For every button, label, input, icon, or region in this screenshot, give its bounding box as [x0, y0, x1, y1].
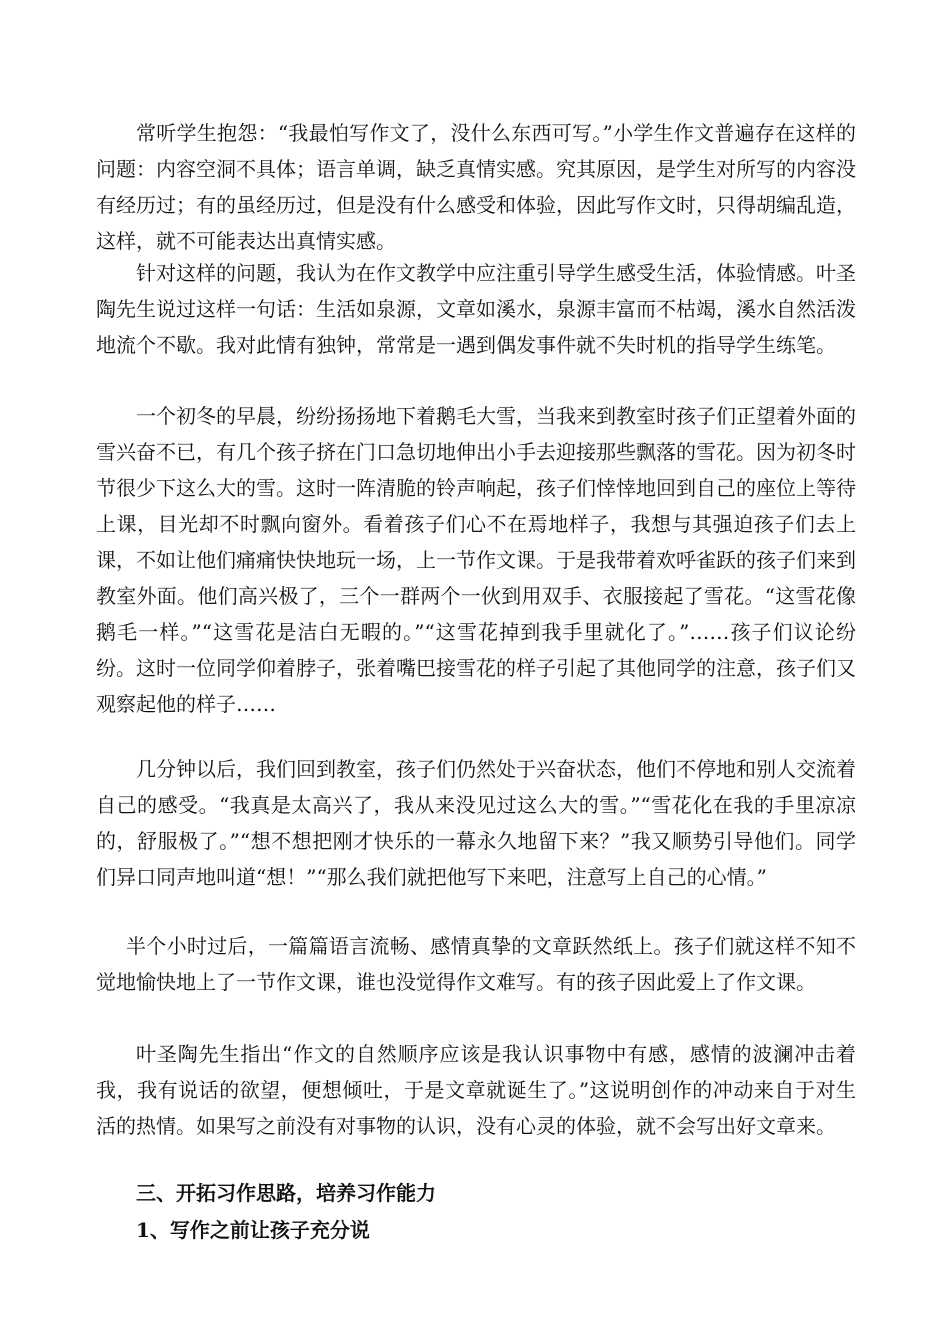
- paragraph-5: 半个小时过后，一篇篇语言流畅、感情真挚的文章跃然纸上。孩子们就这样不知不觉地愉快地上了一节作文课，谁也没觉得作文难写。有的孩子因此爱上了作文课。: [96, 934, 856, 994]
- section-heading: 三、开拓习作思路，培养习作能力: [136, 1181, 436, 1205]
- paragraph-1: 常听学生抱怨：“我最怕写作文了，没什么东西可写。”小学生作文普遍存在这样的问题：内容空洞不具体；语言单调，缺乏真情实感。究其原因，是学生对所写的内容没有经历过；有的虽经历过，但是没有什么感受和体验，因此写作文时，只得胡编乱造，这样，就不可能表达出真情实感。: [96, 121, 856, 253]
- subsection-heading: 1、写作之前让孩子充分说: [136, 1218, 370, 1242]
- paragraph-4: 几分钟以后，我们回到教室，孩子们仍然处于兴奋状态，他们不停地和别人交流着自己的感受。“我真是太高兴了，我从来没见过这么大的雪。”“雪花化在我的手里凉凉的，舒服极了。”“想不想把刚才快乐的一幕永久地留下来？”我又顺势引导他们。同学们异口同声地叫道“想！”“那么我们就把他写下来吧，注意写上自己的心情。”: [96, 757, 856, 889]
- paragraph-6: 叶圣陶先生指出“作文的自然顺序应该是我认识事物中有感，感情的波澜冲击着我，我有说话的欲望，便想倾吐，于是文章就诞生了。”这说明创作的冲动来自于对生活的热情。如果写之前没有对事物的认识，没有心灵的体验，就不会写出好文章来。: [96, 1042, 856, 1138]
- paragraph-2: 针对这样的问题，我认为在作文教学中应注重引导学生感受生活，体验情感。叶圣陶先生说过这样一句话：生活如泉源，文章如溪水，泉源丰富而不枯竭，溪水自然活泼地流个不歇。我对此情有独钟，常常是一遇到偶发事件就不失时机的指导学生练笔。: [96, 261, 856, 357]
- paragraph-3: 一个初冬的早晨，纷纷扬扬地下着鹅毛大雪，当我来到教室时孩子们正望着外面的雪兴奋不已，有几个孩子挤在门口急切地伸出小手去迎接那些飘落的雪花。因为初冬时节很少下这么大的雪。这时一阵清脆的铃声响起，孩子们悻悻地回到自己的座位上等待上课，目光却不时飘向窗外。看着孩子们心不在焉地样子，我想与其强迫孩子们去上课，不如让他们痛痛快快地玩一场，上一节作文课。于是我带着欢呼雀跃的孩子们来到教室外面。他们高兴极了，三个一群两个一伙到用双手、衣服接起了雪花。“这雪花像鹅毛一样。”“这雪花是洁白无暇的。”“这雪花掉到我手里就化了。”……孩子们议论纷纷。这时一位同学仰着脖子，张着嘴巴接雪花的样子引起了其他同学的注意，孩子们又观察起他的样子……: [96, 404, 856, 716]
